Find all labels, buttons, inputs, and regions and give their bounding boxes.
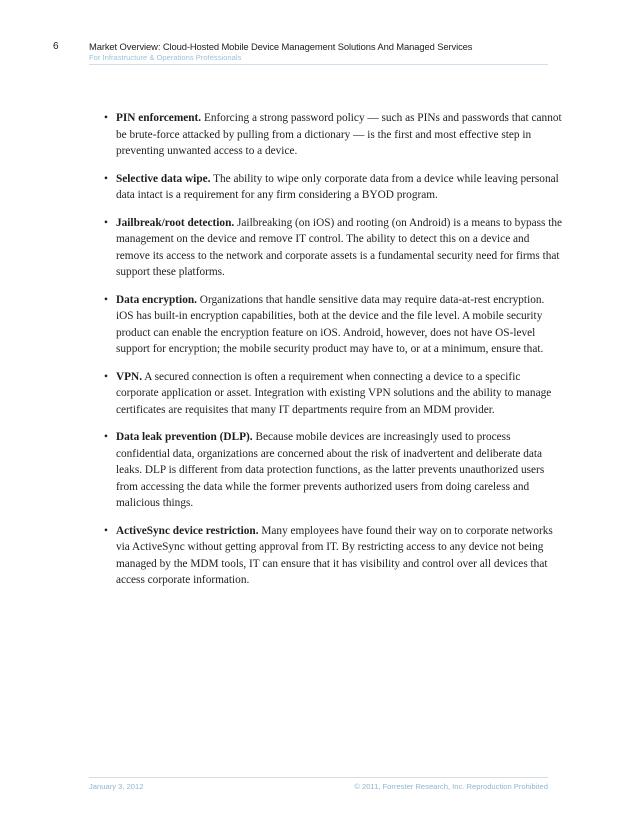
bullet-term: Jailbreak/root detection. (116, 216, 235, 229)
bullet-term: Data leak prevention (DLP). (116, 431, 253, 443)
bullet-dot: • (104, 370, 108, 383)
bullet-term: ActiveSync device restriction. (116, 524, 259, 537)
bullet-term: Data encryption. (116, 293, 197, 306)
bullet-term: PIN enforcement. (116, 112, 202, 124)
bullet-text: Organizations that handle sensitive data may require data-at-rest encryption. iOS has built-in encryption capabilities, both at the device and the file level. A mobile security product can enable the encryption feature on iOS. Android, however, does not have OS-level support for encryption; the mobile security product may have to, or at a minimum, ensure that. (116, 293, 545, 355)
bullet-text: Many employees have found their way on to corporate networks via ActiveSync without getting approval from IT. By restricting access to any device not being managed by the MDM tools, IT can ensure that it has visibility and control over all devices that access corporate information. (116, 524, 553, 586)
bullet-dot: • (104, 524, 108, 537)
bullet-pin-enforcement (104, 110, 564, 160)
bullet-jailbreak-root-detection (104, 215, 564, 281)
footer-divider (89, 777, 548, 778)
bullet-term: VPN. (116, 370, 143, 383)
bullet-dot: • (104, 431, 108, 443)
page-number: 6 (53, 41, 59, 52)
footer-copyright: © 2011, Forrester Research, Inc. Reproduction Prohibited (354, 782, 548, 791)
bullet-text: A secured connection is often a requirement when connecting a device to a specific corporate application or asset. Integration with existing VPN solutions and the ability to manage certificates are requisites that many IT departments require from an MDM provider. (116, 370, 552, 416)
feature-bullet-list (104, 110, 564, 600)
bullet-dot: • (104, 172, 108, 185)
bullet-data-leak-prevention (104, 429, 564, 512)
running-header-title: Market Overview: Cloud-Hosted Mobile Device Management Solutions And Managed Services (89, 41, 473, 52)
bullet-dot: • (104, 293, 108, 306)
bullet-data-encryption (104, 292, 564, 358)
bullet-text: Jailbreaking (on iOS) and rooting (on Android) is a means to bypass the management on the device and remove IT control. The ability to detect this on a device and remove its access to the network and corporate assets is a fundamental security need for firms that support these platforms. (116, 216, 563, 278)
footer-date: January 3, 2012 (89, 782, 144, 791)
bullet-dot: • (104, 216, 108, 229)
bullet-text: Enforcing a strong password policy — such as PINs and passwords that cannot be brute-force attacked by pulling from a dictionary — is the first and most effective step in preventing unwanted access to a device. (116, 112, 562, 157)
header-divider (89, 64, 548, 65)
running-header-subtitle: For Infrastructure & Operations Professionals (89, 53, 242, 62)
bullet-term: Selective data wipe. (116, 172, 211, 185)
bullet-selective-data-wipe (104, 171, 564, 204)
bullet-text: The ability to wipe only corporate data from a device while leaving personal data intact is a requirement for any firm considering a BYOD program. (116, 172, 559, 201)
bullet-text: Because mobile devices are increasingly used to process confidential data, organizations are concerned about the risk of inadvertent and deliberate data leaks. DLP is different from data protection functions, as the latter prevents unauthorized users from accessing the data while the former prevents authorized users from doing careless and malicious things. (116, 431, 545, 509)
bullet-vpn (104, 369, 564, 419)
bullet-dot: • (104, 112, 108, 124)
bullet-activesync-device-restriction (104, 523, 564, 589)
